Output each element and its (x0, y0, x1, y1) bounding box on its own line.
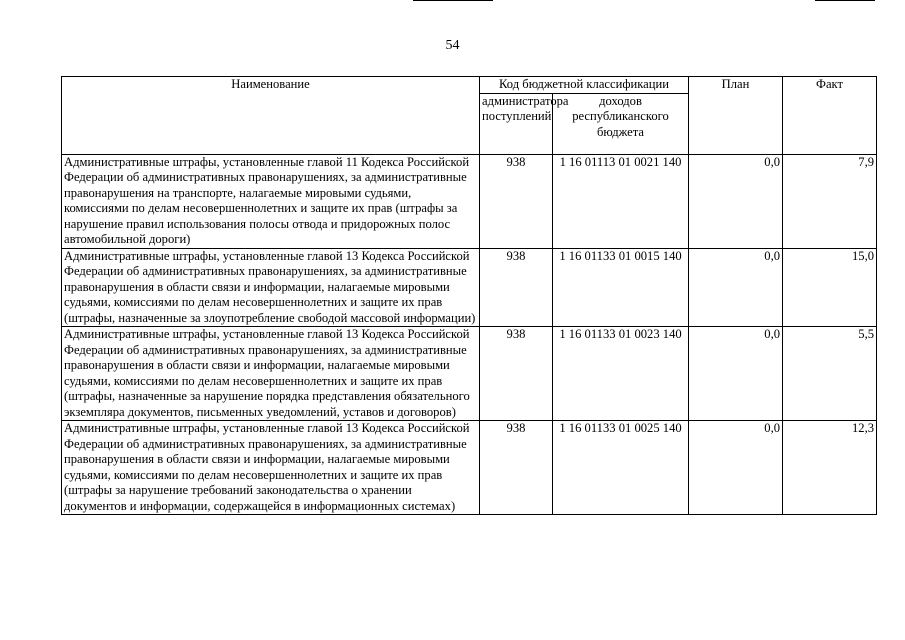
row-fact: 12,3 (783, 421, 877, 515)
table-row (62, 154, 877, 248)
header-plan: План (689, 77, 783, 155)
header-revenue: доходов республиканского бюджета (553, 93, 689, 154)
header-row-1 (62, 77, 877, 94)
header-name: Наименование (62, 77, 480, 155)
row-budget-code: 1 16 01113 01 0021 140 (553, 154, 689, 248)
budget-table (61, 76, 877, 515)
row-budget-code: 1 16 01133 01 0025 140 (553, 421, 689, 515)
table-row (62, 327, 877, 421)
row-admin-code: 938 (480, 421, 553, 515)
row-admin-code: 938 (480, 327, 553, 421)
header-fact: Факт (783, 77, 877, 155)
row-name: Административные штрафы, установленные главой 13 Кодекса Российской Федерации об административных правонарушениях, за административные правонарушения в области связи и информации, налагаемые мировыми судьями, комиссиями по делам несовершеннолетних и защите их прав (штрафы, назначенные за злоупотребление свободой массовой информации) (62, 248, 480, 327)
row-plan: 0,0 (689, 421, 783, 515)
row-name: Административные штрафы, установленные главой 11 Кодекса Российской Федерации об административных правонарушениях, за административные правонарушения на транспорте, налагаемые мировыми судьями, комиссиями по делам несовершеннолетних и защите их прав (штрафы за нарушение правил использования полосы отвода и придорожных полос автомобильной дороги) (62, 154, 480, 248)
page-number: 54 (445, 38, 460, 53)
table-row (62, 421, 877, 515)
top-rule-left (413, 0, 493, 1)
row-plan: 0,0 (689, 248, 783, 327)
row-budget-code: 1 16 01133 01 0023 140 (553, 327, 689, 421)
row-plan: 0,0 (689, 154, 783, 248)
row-fact: 5,5 (783, 327, 877, 421)
table-row (62, 248, 877, 327)
row-admin-code: 938 (480, 154, 553, 248)
row-fact: 15,0 (783, 248, 877, 327)
top-rule-right (815, 0, 875, 1)
header-code-group: Код бюджетной классификации (480, 77, 689, 94)
header-administrator: администратора поступлений (480, 93, 553, 154)
row-name: Административные штрафы, установленные главой 13 Кодекса Российской Федерации об административных правонарушениях, за административные правонарушения в области связи и информации, налагаемые мировыми судьями, комиссиями по делам несовершеннолетних и защите их прав (штрафы за нарушение требований законодательства о хранении документов и информации, содержащейся в информационных системах) (62, 421, 480, 515)
row-plan: 0,0 (689, 327, 783, 421)
row-fact: 7,9 (783, 154, 877, 248)
row-admin-code: 938 (480, 248, 553, 327)
row-budget-code: 1 16 01133 01 0015 140 (553, 248, 689, 327)
row-name: Административные штрафы, установленные главой 13 Кодекса Российской Федерации об административных правонарушениях, за административные правонарушения в области связи и информации, налагаемые мировыми судьями, комиссиями по делам несовершеннолетних и защите их прав (штрафы, назначенные за нарушение порядка представления обязательного экземпляра документов, письменных уведомлений, уставов и договоров) (62, 327, 480, 421)
